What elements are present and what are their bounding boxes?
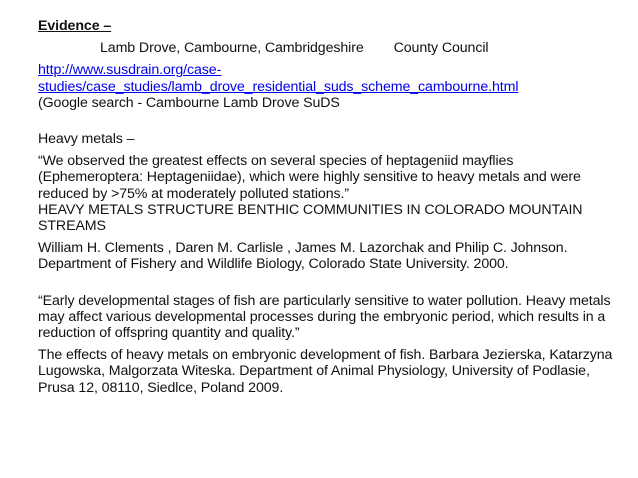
heavy-metals-label: Heavy metals – <box>38 131 135 148</box>
mayflies-quote: “We observed the greatest effects on several species of heptageniid mayflies (Ephemeroptera: Heptageniidae), which were highly sensitive to heavy metals and were reduced by >75% at moderately polluted stations.” <box>38 153 581 202</box>
council-text: County Council <box>393 40 489 57</box>
colorado-paper-title: HEAVY METALS STRUCTURE BENTHIC COMMUNITIES IN COLORADO MOUNTAIN STREAMS <box>38 201 583 235</box>
location-text: Lamb Drove, Cambourne, Cambridgeshire <box>100 40 364 57</box>
fish-paper-citation: The effects of heavy metals on embryonic development of fish. Barbara Jezierska, Katarzyna Lugowska, Malgorzata Witeska. Department of Animal Physiology, University of Podlasie, Prusa 12, 08110, Siedlce, Poland 2009. <box>38 347 613 396</box>
google-search-note: (Google search - Cambourne Lamb Drove SuDS <box>38 94 340 111</box>
slide-content <box>38 18 618 396</box>
link-line-1[interactable]: http://www.susdrain.org/case- <box>38 62 222 79</box>
source-organisation-line <box>38 40 618 56</box>
colorado-paper-authors: William H. Clements , Daren M. Carlisle , James M. Lazorchak and Philip C. Johnson. Department of Fishery and Wildlife Biology, Colorado State University. 2000. <box>38 240 568 273</box>
fish-development-quote: “Early developmental stages of fish are particularly sensitive to water pollution. Heavy metals may affect various developmental processes during the embryonic period, which results in a reduction of offspring quantity and quality.” <box>38 292 611 342</box>
susdrain-case-study-link[interactable] <box>38 62 618 94</box>
evidence-heading: Evidence – <box>38 18 112 34</box>
spacer <box>38 273 618 293</box>
link-line-2[interactable]: studies/case_studies/lamb_drove_residential_suds_scheme_cambourne.html <box>38 78 519 95</box>
spacer <box>38 111 618 131</box>
